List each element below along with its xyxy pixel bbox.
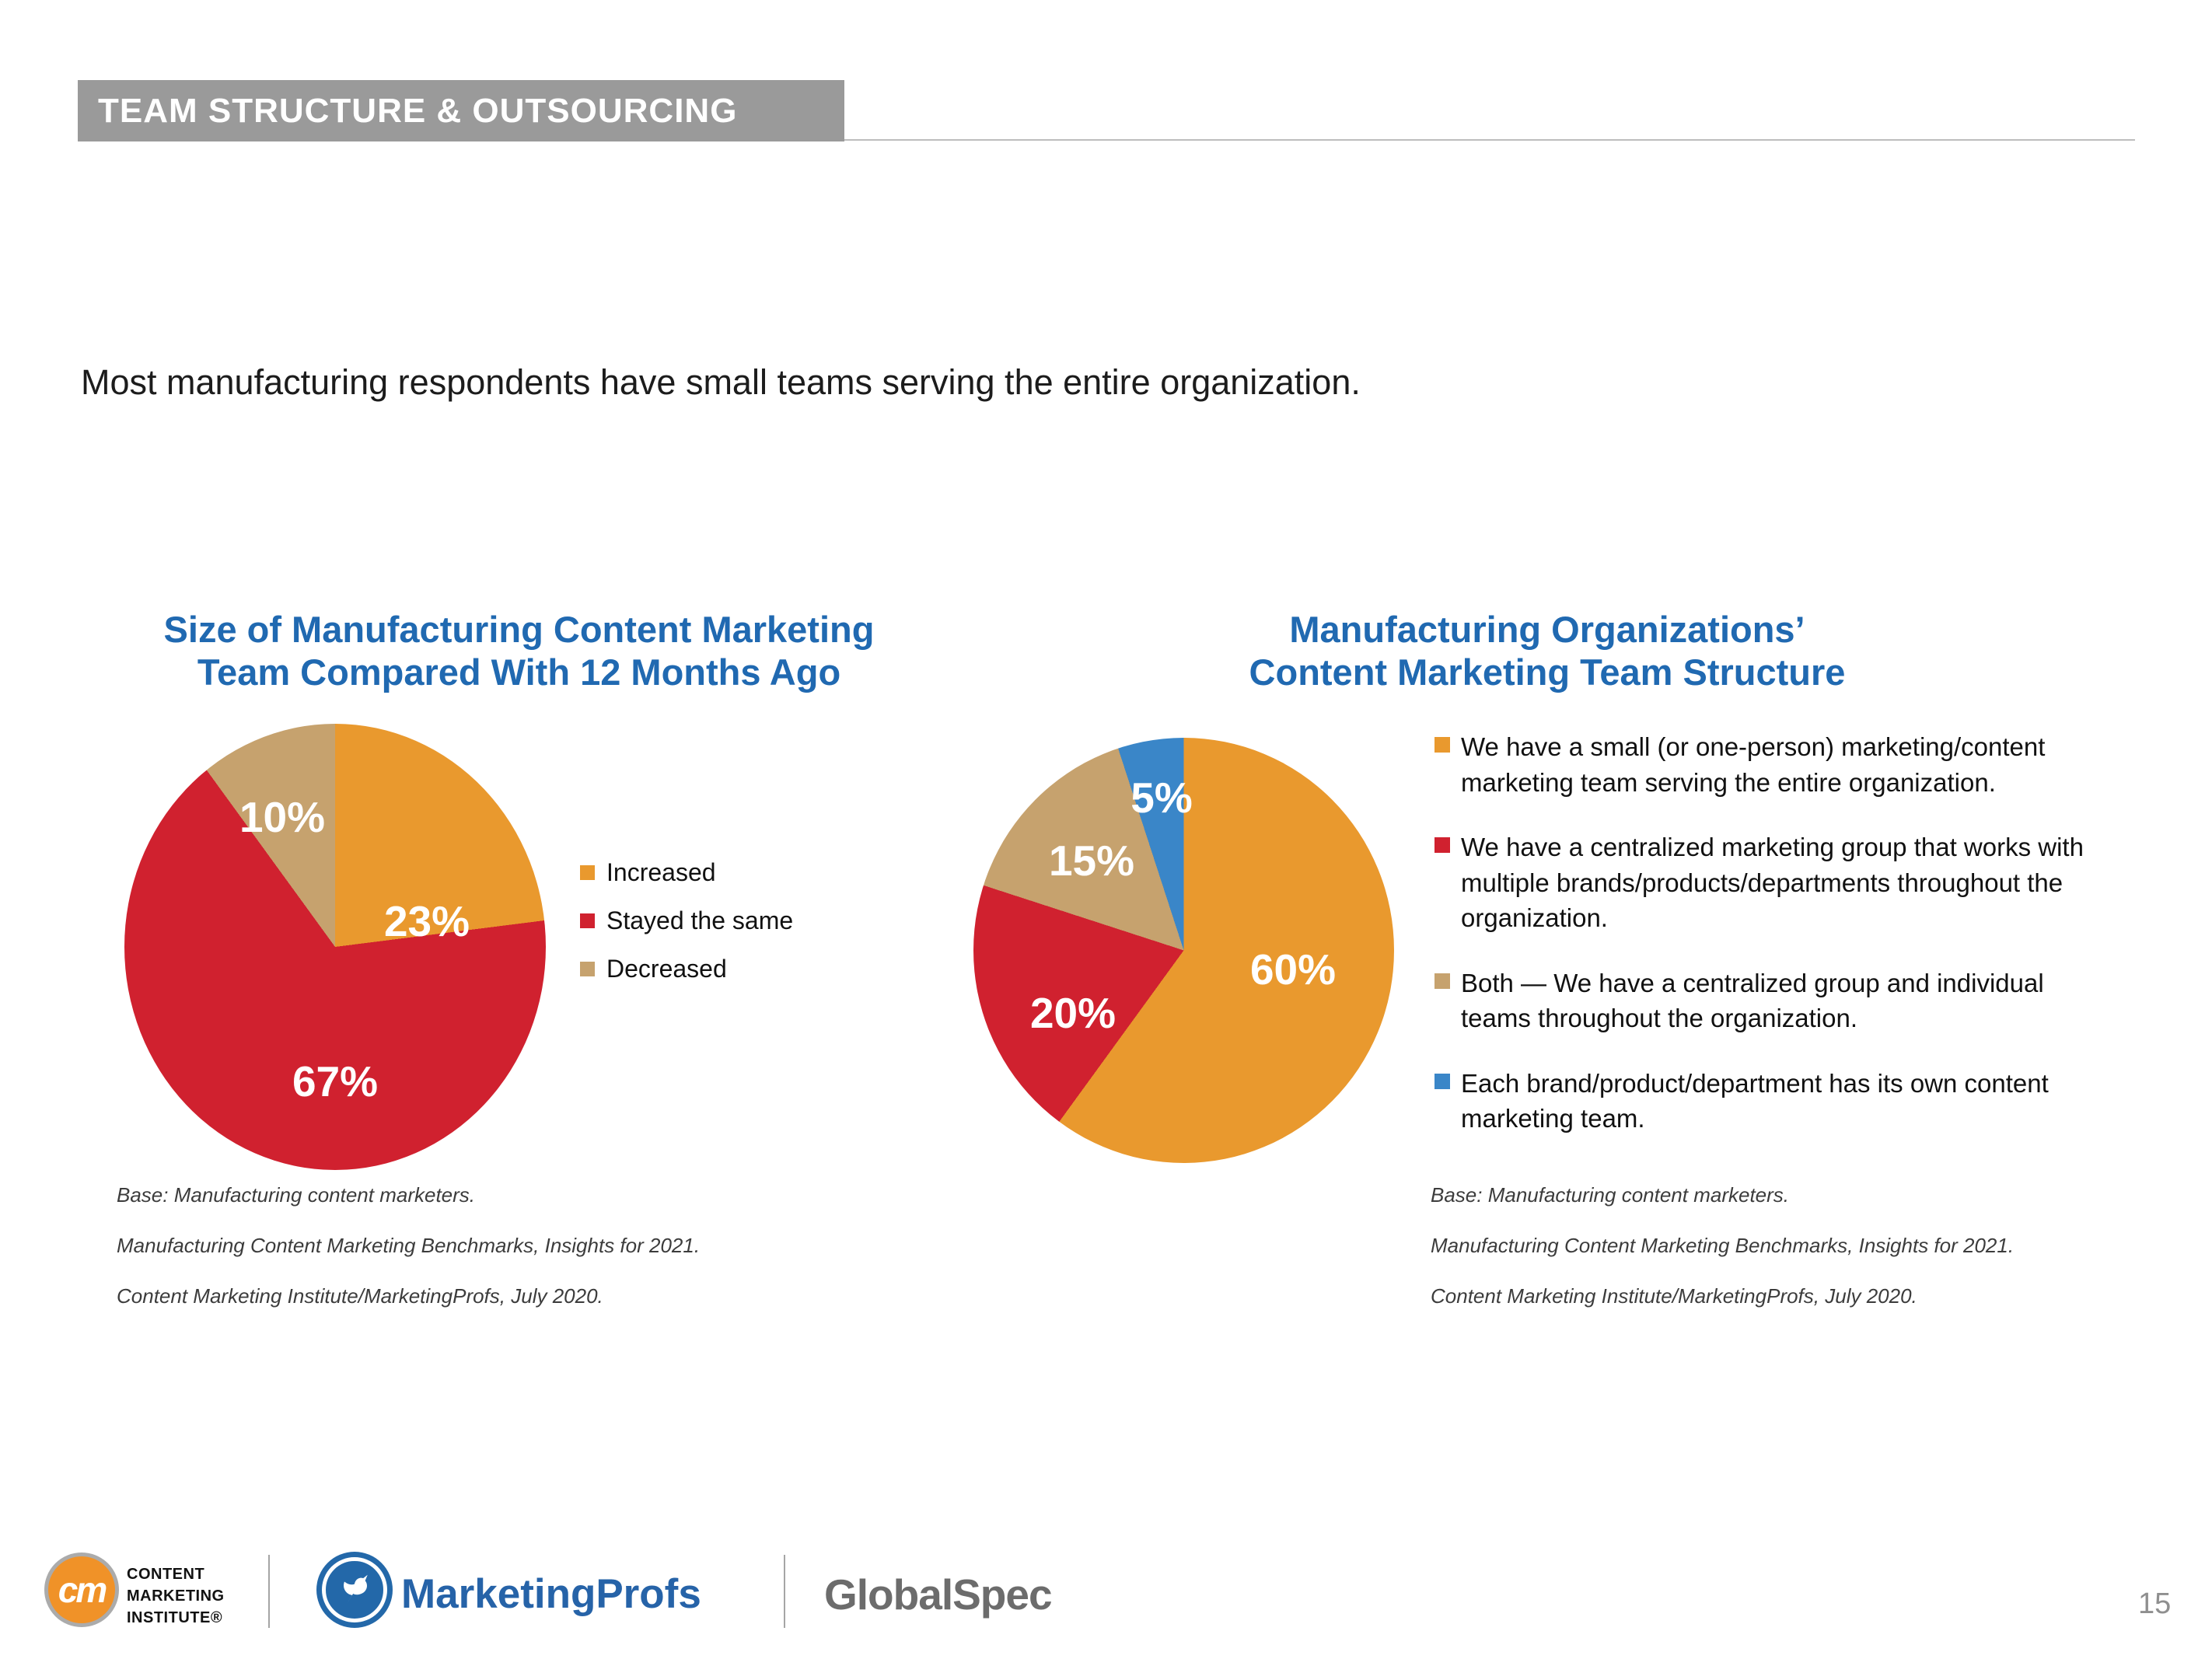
- page-number: 15: [2138, 1587, 2172, 1620]
- legend-color-swatch: [580, 962, 595, 976]
- base-note-line: Content Marketing Institute/MarketingProfs, July 2020.: [1431, 1284, 1917, 1308]
- legend-color-swatch: [580, 865, 595, 880]
- pie-percentage-label: 10%: [239, 793, 326, 841]
- pie-percentage-label: 5%: [1130, 774, 1193, 822]
- legend-label: Stayed the same: [606, 906, 794, 934]
- key-finding-text: Most manufacturing respondents have small teams serving the entire organization.: [81, 362, 1361, 402]
- legend-item: [1434, 1066, 2091, 1137]
- cmi-monogram: cm: [58, 1570, 106, 1610]
- left-chart-title-line1: Size of Manufacturing Content Marketing: [163, 609, 875, 650]
- left-chart-title-line2: Team Compared With 12 Months Ago: [197, 651, 841, 693]
- right-chart-title-line1: Manufacturing Organizations’: [1289, 609, 1805, 650]
- pie-percentage-label: 23%: [383, 897, 470, 945]
- marketingprofs-icon: [316, 1552, 393, 1628]
- legend-item: [580, 955, 793, 983]
- legend-label: Decreased: [606, 955, 727, 983]
- pie-percentage-label: 60%: [1249, 945, 1337, 994]
- pie-percentage-label: 20%: [1029, 989, 1116, 1037]
- cmi-wordmark-line: CONTENT: [127, 1566, 205, 1583]
- left-chart-title: [66, 609, 972, 693]
- header-rule: [844, 139, 2135, 141]
- pie-percentage-label: 15%: [1048, 836, 1135, 885]
- right-base-note: [1431, 1170, 2014, 1322]
- globalspec-wordmark: GlobalSpec: [824, 1570, 1052, 1619]
- cmi-wordmark-line: MARKETING: [127, 1587, 225, 1605]
- section-header-bar: [78, 80, 844, 141]
- section-title: TEAM STRUCTURE & OUTSOURCING: [98, 91, 738, 130]
- marketingprofs-wordmark: MarketingProfs: [401, 1571, 701, 1617]
- footer-divider: [268, 1555, 270, 1628]
- legend-item: [580, 906, 793, 935]
- pie-percentage-label: 67%: [292, 1057, 379, 1105]
- legend-item: [1434, 966, 2091, 1036]
- base-note-line: Base: Manufacturing content marketers.: [1431, 1183, 1790, 1207]
- cmi-logo: [44, 1552, 119, 1627]
- left-base-note: [117, 1170, 700, 1322]
- base-note-line: Content Marketing Institute/MarketingProfs, July 2020.: [117, 1284, 603, 1308]
- cmi-wordmark-line: INSTITUTE®: [127, 1609, 223, 1626]
- footer-divider: [784, 1555, 785, 1628]
- legend-label: We have a small (or one-person) marketing/content marketing team serving the entire organization.: [1461, 732, 2046, 797]
- right-chart-title-line2: Content Marketing Team Structure: [1249, 651, 1846, 693]
- bird-icon: [330, 1566, 379, 1614]
- base-note-line: Base: Manufacturing content marketers.: [117, 1183, 476, 1207]
- left-chart-legend: [580, 858, 793, 983]
- legend-item: [580, 858, 793, 887]
- cmi-wordmark: [127, 1563, 225, 1629]
- right-chart-legend: [1434, 729, 2091, 1137]
- legend-color-swatch: [1434, 1074, 1450, 1089]
- legend-color-swatch: [580, 913, 595, 928]
- base-note-line: Manufacturing Content Marketing Benchmarks, Insights for 2021.: [117, 1234, 701, 1257]
- legend-label: Each brand/product/department has its own content marketing team.: [1461, 1068, 2049, 1133]
- legend-color-swatch: [1434, 973, 1450, 989]
- legend-item: [1434, 729, 2091, 800]
- legend-label: We have a centralized marketing group that works with multiple brands/products/departments throughout the organization.: [1461, 833, 2084, 933]
- base-note-line: Manufacturing Content Marketing Benchmarks, Insights for 2021.: [1431, 1234, 2015, 1257]
- legend-label: Both — We have a centralized group and individual teams throughout the organization.: [1461, 968, 2044, 1033]
- right-chart-title: [1104, 609, 1990, 693]
- legend-item: [1434, 830, 2091, 936]
- legend-color-swatch: [1434, 837, 1450, 853]
- legend-color-swatch: [1434, 737, 1450, 753]
- legend-label: Increased: [606, 858, 716, 886]
